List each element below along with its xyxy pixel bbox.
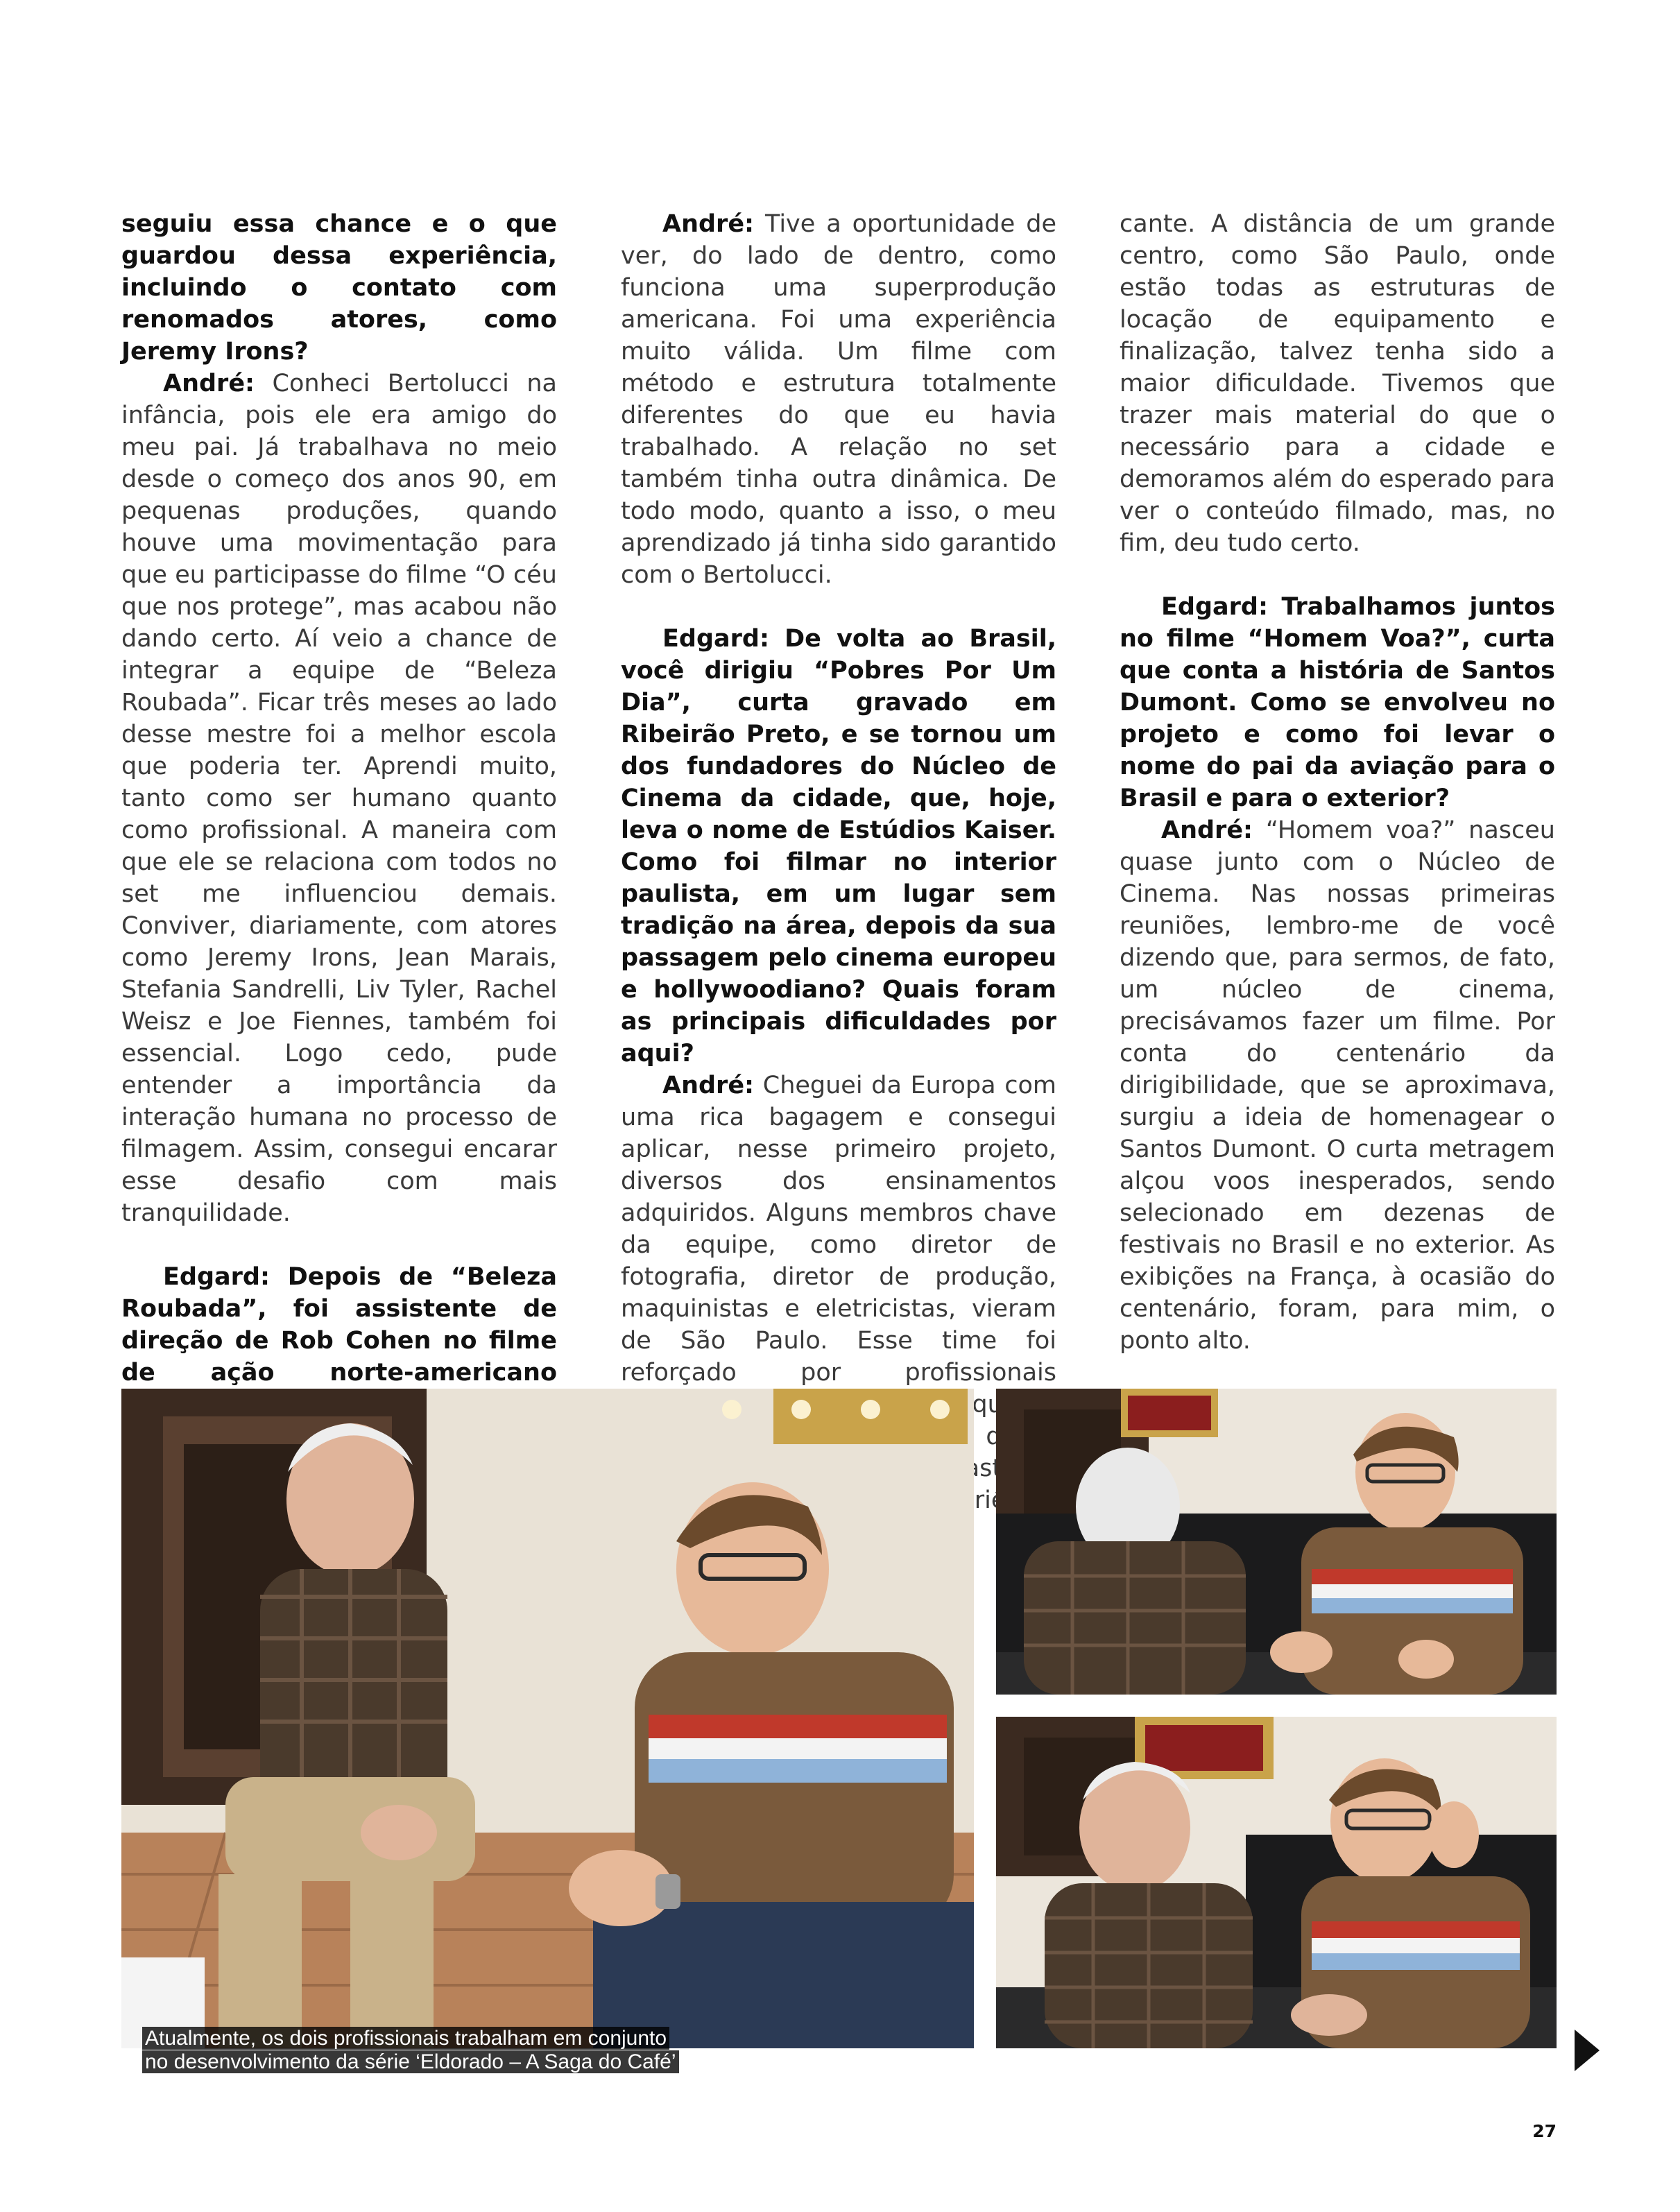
answer-1-speaker: André: — [163, 370, 255, 397]
photo-caption-line-2: no desenvolvimento da série ‘Eldorado – A Saga do Café’ — [142, 2050, 679, 2075]
answer-3-text: Cheguei da Europa com uma rica bagagem e consegui aplicar, nesse primeiro projeto, diversos dos ensinamentos adquiridos. Alguns membros chave da equipe, como diretor de fotografia, diretor de produção, maquinistas e eletricistas, vieram de São Paulo. Esse time foi reforçado por profissionais aqui experiência — [621, 1072, 1056, 1514]
text-column-3 — [1120, 208, 1555, 1548]
text-column-2 — [621, 208, 1056, 1548]
question-2: Edgard: Depois de “Beleza Roubada”, foi assistente de direção de Rob Cohen no filme de ação norte-americano — [121, 1263, 557, 1387]
answer-2-text: Tive a oportunidade de ver, do lado de dentro, como funciona uma superprodução americana. Foi uma experiência muito válida. Um filme com método e estrutura totalmente diferentes do que eu havia trabalhado. A relação no set também tinha outra dinâmica. De todo modo, quanto a isso, o meu aprendizado já tinha sido garantido com o Bertolucci. — [621, 210, 1056, 589]
photo-caption-line-1: Atualmente, os dois profissionais trabalham em conjunto — [142, 2027, 669, 2051]
answer-2 — [621, 208, 1056, 591]
page-number: 27 — [1532, 2121, 1557, 2141]
interview-photo-bottom-right — [996, 1717, 1557, 2048]
answer-4-speaker: André: — [1161, 816, 1253, 844]
question-4: Edgard: Trabalhamos juntos no filme “Homem Voa?”, curta que conta a história de Santos Dumont. Como se envolveu no projeto e como foi levar o nome do pai da aviação para o Brasil e para o exterior? — [1120, 593, 1555, 812]
interview-photo-main — [121, 1389, 974, 2048]
answer-4-text: “Homem voa?” nasceu quase junto com o Núcleo de Cinema. Nas nossas primeiras reuniões, lembro-me de você dizendo que, para sermos, de fato, um núcleo de cinema, precisávamos fazer um filme. Por conta do centenário da dirigibilidade, que se aproximava, surgiu a ideia de homenagear o Santos Dumont. O curta metragem alçou voos inesperados, sendo selecionado em dezenas de festivais no Brasil e no exterior. As exibições na França, à ocasião do centenário, foram, para mim, o ponto alto. — [1120, 816, 1555, 1355]
interview-photo-bottom-right-illustration — [996, 1717, 1557, 2048]
interview-photo-top-right-illustration — [996, 1389, 1557, 1695]
answer-4 — [1120, 814, 1555, 1357]
next-page-arrow-icon — [1575, 2030, 1600, 2071]
answer-3-continuation: cante. A distância de um grande centro, como São Paulo, onde estão todas as estruturas de locação de equipamento e finalização, talvez tenha sido a maior dificuldade. Tivemos que trazer mais material do que o necessário para a cidade e demoramos além do esperado para ver o conteúdo filmado, mas, no fim, deu tudo certo. — [1120, 210, 1555, 557]
question-1-continuation: seguiu essa chance e o que guardou dessa experiência, incluindo o contato com renomados atores, como Jeremy Irons? — [121, 210, 557, 366]
photo-caption — [142, 2027, 697, 2074]
interview-photo-main-illustration — [121, 1389, 974, 2048]
text-column-1 — [121, 208, 557, 1516]
interview-photo-top-right — [996, 1389, 1557, 1695]
answer-1-text: Conheci Bertolucci na infância, pois ele era amigo do meu pai. Já trabalhava no meio desde o começo dos anos 90, em pequenas produções, quando houve uma movimentação para que eu participasse do filme “O céu que nos protege”, mas acabou não dando certo. Aí veio a chance de integrar a equipe de “Beleza Roubada”. Ficar três meses ao lado desse mestre foi a melhor escola que poderia ter. Aprendi muito, tanto como ser humano quanto como profissional. A maneira com que ele se relaciona com todos no set me influenciou demais. Conviver, diariamente, com atores como Jeremy Irons, Jean Marais, Stefania Sandrelli, Liv Tyler, Rachel Weisz e Joe Fiennes, também foi essencial. Logo cedo, pude entender a importância da interação humana no processo de filmagem. Assim, consegui encarar esse desafio com mais tranquilidade. — [121, 370, 557, 1227]
answer-2-speaker: André: — [662, 210, 755, 238]
question-3: Edgard: De volta ao Brasil, você dirigiu “Pobres Por Um Dia”, curta gravado em Ribeirão Preto, e se tornou um dos fundadores do Núcleo de Cinema da cidade, que, hoje, leva o nome de Estúdios Kaiser. Como foi filmar no interior paulista, em um lugar sem tradição na área, depois da sua passagem pelo cinema europeu e hollywoodiano? Quais foram as principais dificuldades por aqui? — [621, 625, 1056, 1068]
answer-1 — [121, 368, 557, 1229]
answer-3-speaker: André: — [662, 1072, 755, 1099]
